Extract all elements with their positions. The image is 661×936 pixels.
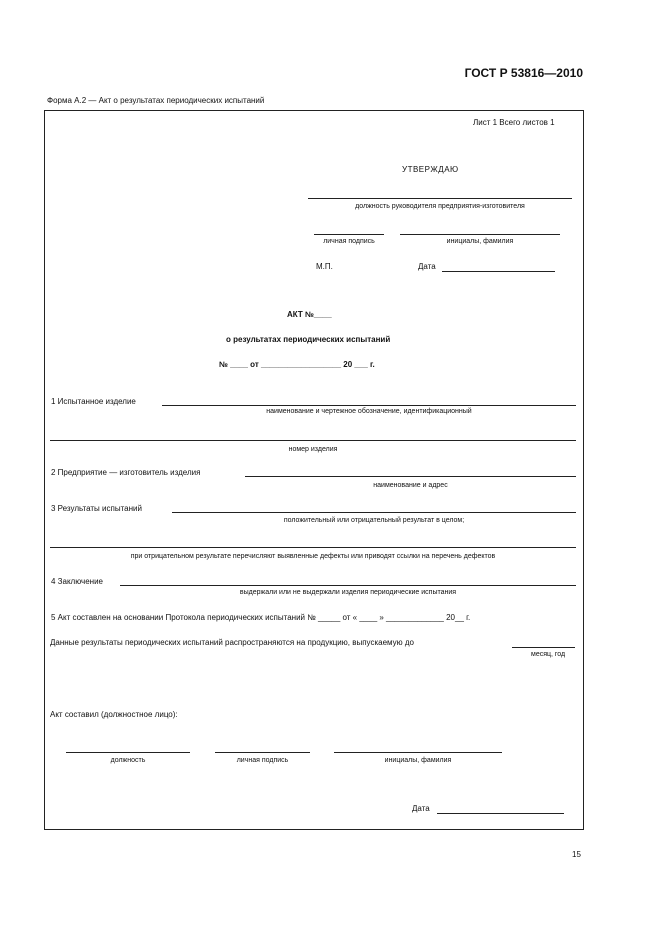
item1-line[interactable] [162, 405, 576, 406]
item1-line2[interactable] [50, 440, 576, 441]
approval-initials-caption: инициалы, фамилия [446, 238, 514, 245]
item3-label: 3 Результаты испытаний [51, 504, 142, 513]
item4-label: 4 Заключение [51, 577, 103, 586]
composer-position-caption: должность [110, 757, 146, 764]
item4-caption: выдержали или не выдержали изделия периодические испытания [239, 589, 457, 596]
act-title: АКТ №____ [287, 310, 332, 319]
approval-initials-line[interactable] [400, 234, 560, 235]
composer-initials-line[interactable] [334, 752, 502, 753]
item2-label: 2 Предприятие — изготовитель изделия [51, 468, 201, 477]
item2-line[interactable] [245, 476, 576, 477]
item3-caption: положительный или отрицательный результат в целом; [283, 517, 465, 524]
composer-initials-caption: инициалы, фамилия [384, 757, 452, 764]
approval-date-label: Дата [418, 262, 436, 271]
distribution-line[interactable] [512, 647, 575, 648]
composer-position-line[interactable] [66, 752, 190, 753]
composer-date-line[interactable] [437, 813, 564, 814]
approval-title: УТВЕРЖДАЮ [402, 165, 459, 174]
composer-date-label: Дата [412, 804, 430, 813]
item4-line[interactable] [120, 585, 576, 586]
item1-label: 1 Испытанное изделие [51, 397, 136, 406]
item5-text: 5 Акт составлен на основании Протокола периодических испытаний № _____ от « ____ » _____________ 20__ г. [51, 613, 471, 622]
sheet-info: Лист 1 Всего листов 1 [473, 118, 555, 127]
seal-label: М.П. [316, 262, 333, 271]
item3-line[interactable] [172, 512, 576, 513]
item3-caption2: при отрицательном результате перечисляют выявленные дефекты или приводят ссылки на перечень дефектов [130, 553, 496, 560]
form-caption: Форма А.2 — Акт о результатах периодических испытаний [47, 96, 265, 105]
item3-line2[interactable] [50, 547, 576, 548]
approval-signature-caption: личная подпись [323, 238, 375, 245]
act-subtitle: о результатах периодических испытаний [226, 335, 391, 344]
approval-date-line[interactable] [442, 271, 555, 272]
page-number: 15 [572, 850, 581, 859]
standard-number: ГОСТ Р 53816—2010 [464, 66, 583, 80]
composer-signature-line[interactable] [215, 752, 310, 753]
composer-label: Акт составил (должностное лицо): [50, 710, 178, 719]
composer-signature-caption: личная подпись [236, 757, 289, 764]
approval-position-caption: должность руководителя предприятия-изготовителя [355, 203, 525, 210]
approval-signature-line[interactable] [314, 234, 384, 235]
item1-caption2: номер изделия [288, 446, 338, 453]
act-number-line: № ____ от __________________ 20 ___ г. [219, 360, 375, 369]
approval-position-line[interactable] [308, 198, 572, 199]
item1-caption: наименование и чертежное обозначение, идентификационный [266, 408, 472, 415]
distribution-text: Данные результаты периодических испытаний распространяются на продукцию, выпускаемую до [50, 638, 414, 647]
distribution-caption: месяц, год [531, 651, 566, 658]
item2-caption: наименование и адрес [373, 482, 448, 489]
